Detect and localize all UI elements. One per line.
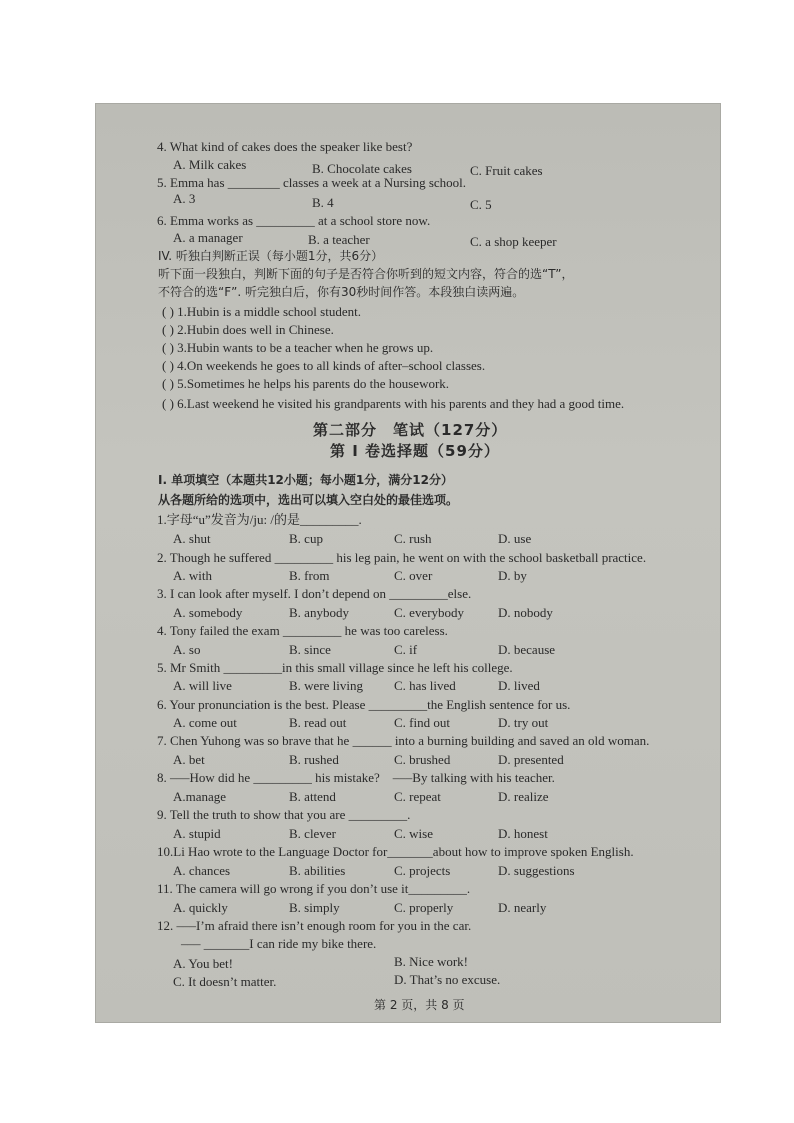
q4-option-b: B. Chocolate cakes: [312, 161, 412, 176]
mc-question-stem-reply: ––– _______I can ride my bike there.: [181, 936, 377, 951]
mc-option-b: B. rushed: [289, 752, 339, 767]
mc-question-stem: 5. Mr Smith _________in this small village since he left his college.: [157, 660, 513, 675]
mc-option-a: A. will live: [173, 678, 232, 693]
mc-option-c: C. It doesn’t matter.: [173, 974, 277, 989]
mc-question-stem: 12. –––I’m afraid there isn’t enough room for you in the car.: [157, 918, 472, 933]
mc-option-b: B. since: [289, 642, 331, 657]
mc-question-stem: 2. Though he suffered _________ his leg pain, he went on with the school basketball practice.: [157, 550, 647, 565]
mc-question-stem: 11. The camera will go wrong if you don’t use it_________.: [157, 881, 471, 896]
mc-option-d: D. try out: [498, 715, 549, 730]
section-1-instruction: 从各题所给的选项中，选出可以填入空白处的最佳选项。: [158, 493, 459, 507]
mc-option-d: D. honest: [498, 826, 548, 841]
mc-option-d: D. That’s no excuse.: [394, 972, 501, 987]
q5-option-a: A. 3: [173, 191, 196, 206]
mc-option-b: B. were living: [289, 678, 364, 693]
mc-option-d: D. realize: [498, 789, 549, 804]
q6-option-b: B. a teacher: [308, 232, 370, 247]
judgement-item: ( ) 6.Last weekend he visited his grandparents with his parents and they had a good time.: [162, 396, 625, 411]
mc-question-stem: 3. I can look after myself. I don’t depend on _________else.: [157, 586, 472, 601]
mc-option-d: D. nearly: [498, 900, 547, 915]
mc-option-b: B. from: [289, 568, 330, 583]
volume-1-title: 第 Ⅰ 卷选择题（59分）: [330, 442, 500, 460]
mc-option-b: B. anybody: [289, 605, 349, 620]
mc-option-a: A. shut: [173, 531, 211, 546]
mc-option-c: C. wise: [394, 826, 433, 841]
mc-option-c: C. if: [394, 642, 418, 657]
mc-option-c: C. repeat: [394, 789, 441, 804]
q6-option-c: C. a shop keeper: [470, 234, 557, 249]
mc-question-stem: 7. Chen Yuhong was so brave that he ______ into a burning building and saved an old woman.: [157, 733, 650, 748]
q6-option-a: A. a manager: [173, 230, 243, 245]
mc-option-d: D. suggestions: [498, 863, 575, 878]
mc-option-b: B. clever: [289, 826, 336, 841]
mc-option-c: C. brushed: [394, 752, 451, 767]
mc-option-b: B. simply: [289, 900, 340, 915]
mc-question-stem: 1.字母“u”发音为/ju: /的是_________.: [157, 512, 362, 527]
mc-option-a: A. stupid: [173, 826, 221, 841]
section-1-title: I. 单项填空（本题共12小题；每小题1分，满分12分）: [158, 473, 453, 487]
mc-option-c: C. rush: [394, 531, 432, 546]
mc-option-a: A.manage: [173, 789, 227, 804]
mc-option-b: B. read out: [289, 715, 347, 730]
mc-option-a: A. quickly: [173, 900, 228, 915]
mc-question-stem: 9. Tell the truth to show that you are _________.: [157, 807, 411, 822]
mc-option-d: D. because: [498, 642, 556, 657]
mc-option-c: C. has lived: [394, 678, 456, 693]
mc-option-d: D. nobody: [498, 605, 553, 620]
section-4-instruction-line-2: 不符合的选“F”. 听完独白后，你有30秒时间作答。本段独白读两遍。: [158, 285, 525, 299]
mc-option-c: C. find out: [394, 715, 450, 730]
mc-question-stem: 4. Tony failed the exam _________ he was too careless.: [157, 623, 448, 638]
judgement-item: ( ) 2.Hubin does well in Chinese.: [162, 322, 334, 337]
page-footer: 第 2 页，共 8 页: [374, 998, 465, 1012]
mc-option-b: B. cup: [289, 531, 323, 546]
judgement-item: ( ) 3.Hubin wants to be a teacher when he grows up.: [162, 340, 434, 355]
mc-option-d: D. use: [498, 531, 532, 546]
mc-option-b: B. attend: [289, 789, 336, 804]
judgement-item: ( ) 1.Hubin is a middle school student.: [162, 304, 361, 319]
mc-option-d: D. presented: [498, 752, 564, 767]
q4-option-c: C. Fruit cakes: [470, 163, 543, 178]
mc-option-b: B. abilities: [289, 863, 346, 878]
mc-option-b: B. Nice work!: [394, 954, 469, 969]
mc-question-stem: 8. –––How did he _________ his mistake? –––By talking with his teacher.: [157, 770, 555, 785]
question-4-stem: 4. What kind of cakes does the speaker like best?: [157, 139, 413, 154]
q5-option-b: B. 4: [312, 195, 334, 210]
mc-option-c: C. properly: [394, 900, 454, 915]
mc-option-a: A. so: [173, 642, 201, 657]
mc-option-d: D. by: [498, 568, 527, 583]
mc-option-a: A. bet: [173, 752, 205, 767]
mc-option-c: C. everybody: [394, 605, 465, 620]
mc-option-d: D. lived: [498, 678, 540, 693]
mc-option-a: A. chances: [173, 863, 231, 878]
question-5-stem: 5. Emma has ________ classes a week at a Nursing school.: [157, 175, 467, 190]
mc-option-c: C. projects: [394, 863, 451, 878]
mc-option-a: A. somebody: [173, 605, 243, 620]
judgement-item: ( ) 5.Sometimes he helps his parents do the housework.: [162, 376, 450, 391]
mc-question-stem: 6. Your pronunciation is the best. Please _________the English sentence for us.: [157, 697, 571, 712]
q5-option-c: C. 5: [470, 197, 492, 212]
question-6-stem: 6. Emma works as _________ at a school store now.: [157, 213, 431, 228]
mc-option-a: A. You bet!: [173, 956, 233, 971]
judgement-item: ( ) 4.On weekends he goes to all kinds of after–school classes.: [162, 358, 486, 373]
part-2-title: 第二部分 笔试（127分）: [313, 421, 508, 439]
mc-question-stem: 10.Li Hao wrote to the Language Doctor for_______about how to improve spoken English.: [157, 844, 634, 859]
section-4-instruction-line-1: 听下面一段独白，判断下面的句子是否符合你听到的短文内容，符合的选“T”，: [158, 267, 574, 281]
mc-option-c: C. over: [394, 568, 433, 583]
q4-option-a: A. Milk cakes: [173, 157, 247, 172]
section-4-title: IV. 听独白判断正误（每小题1分，共6分）: [158, 249, 384, 263]
mc-option-a: A. come out: [173, 715, 237, 730]
mc-option-a: A. with: [173, 568, 212, 583]
